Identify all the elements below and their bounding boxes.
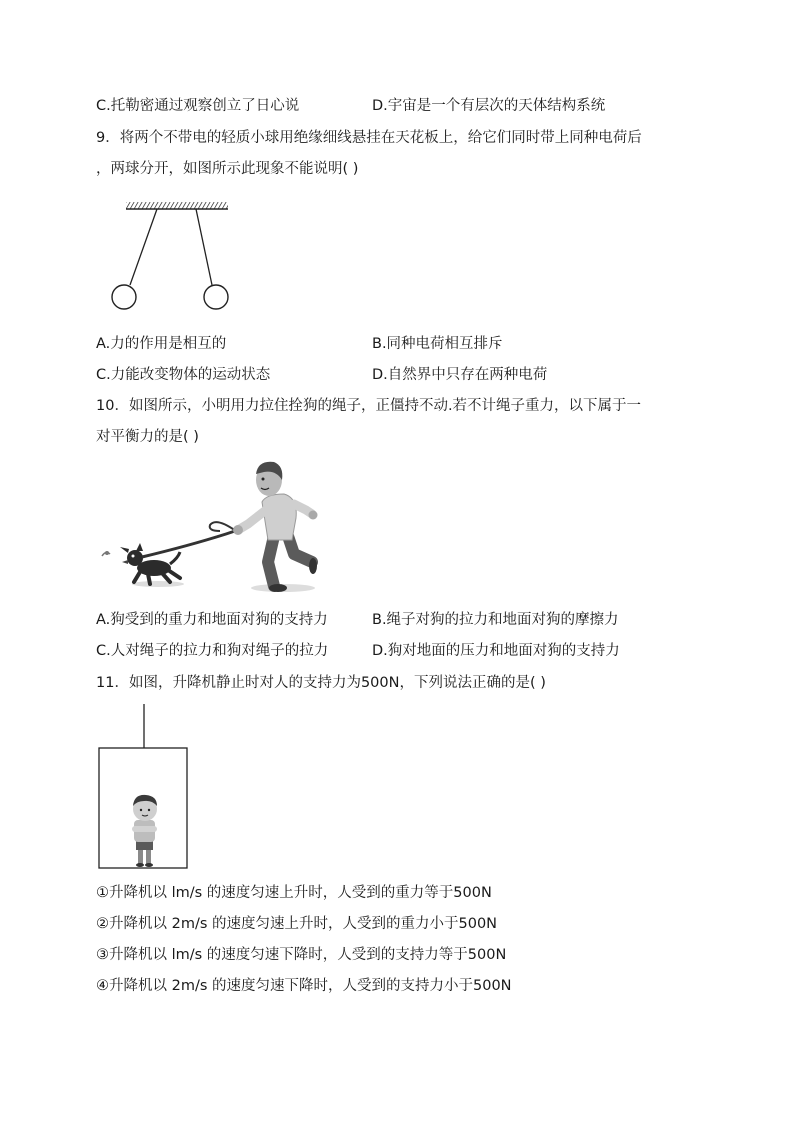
q11-statement-3: ③升降机以 lm/s 的速度匀速下降时，人受到的支持力等于500N [96,947,507,963]
q9-option-b: B.同种电荷相互排斥 [372,336,503,352]
q10-option-b: B.绳子对狗的拉力和地面对狗的摩擦力 [372,612,619,628]
q9-option-a: A.力的作用是相互的 [96,336,227,352]
q11-statement-1: ①升降机以 lm/s 的速度匀速上升时，人受到的重力等于500N [96,885,492,901]
q9-stem-line2: ，两球分开，如图所示此现象不能说明( ) [96,161,359,177]
leash [142,530,238,557]
q10-option-c: C.人对绳子的拉力和狗对绳子的拉力 [96,643,329,659]
q9-option-d: D.自然界中只存在两种电荷 [372,367,548,383]
elevator-with-person-figure [96,702,192,872]
q10-option-d: D.狗对地面的压力和地面对狗的支持力 [372,643,620,659]
q11-stem: 11．如图，升降机静止时对人的支持力为500N，下列说法正确的是( ) [96,675,546,691]
ball-left [112,285,136,309]
q10-option-a: A.狗受到的重力和地面对狗的支持力 [96,612,328,628]
q10-stem-line1: 10．如图所示，小明用力拉住拴狗的绳子，正僵持不动.若不计绳子重力，以下属于一 [96,398,642,414]
q9-option-c: C.力能改变物体的运动状态 [96,367,271,383]
q10-stem-line2: 对平衡力的是( ) [96,429,199,445]
hanging-charged-balls-figure [108,198,232,314]
q11-statement-4: ④升降机以 2m/s 的速度匀速下降时，人受到的支持力小于500N [96,978,512,994]
ceiling [126,202,228,209]
q9-stem-line1: 9．将两个不带电的轻质小球用绝缘细线悬挂在天花板上，给它们同时带上同种电荷后 [96,130,642,146]
boy-holding-dog-leash-figure [98,458,320,594]
ball-right [204,285,228,309]
q11-statement-2: ②升降机以 2m/s 的速度匀速上升时，人受到的重力小于500N [96,916,498,932]
thread-right [196,209,212,285]
thread-left [130,209,157,285]
q8-option-c: C.托勒密通过观察创立了日心说 [96,98,300,114]
boy [233,462,318,592]
q8-option-d: D.宇宙是一个有层次的天体结构系统 [372,98,606,114]
